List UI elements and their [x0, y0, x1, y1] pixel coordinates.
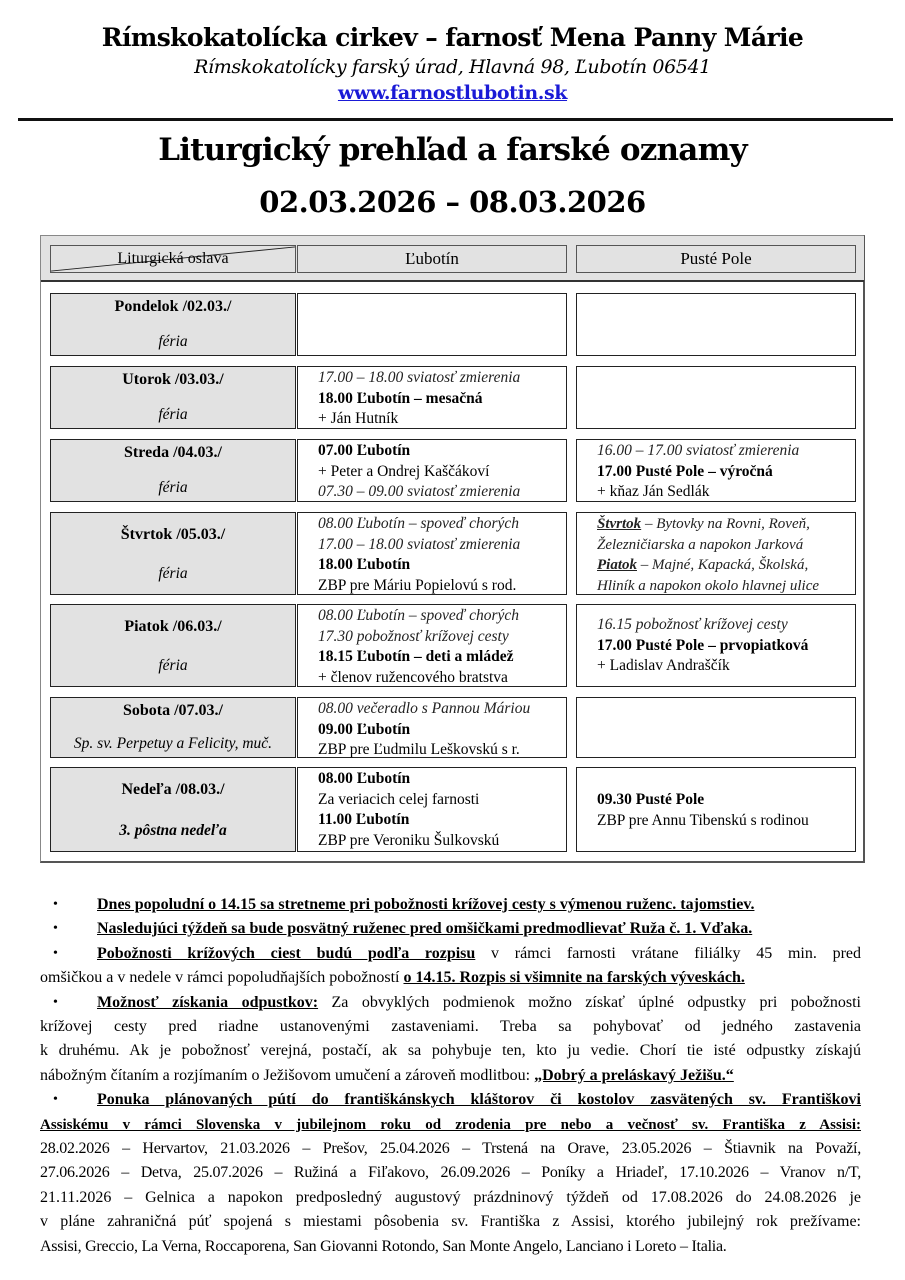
- services-cell-puste-pole: [576, 439, 856, 502]
- body-text: 27.06.2026 – Detva, 25.07.2026 – Ružiná a Fiľakovo, 26.09.2026 – Poníky a Hriadeľ, 17.10.2026 – Vranov n/T,: [40, 1164, 861, 1182]
- day-cell: [50, 697, 296, 758]
- service-line: ZBP pre Máriu Popielovú s rod.: [318, 576, 517, 594]
- service-line: 11.00 Ľubotín: [318, 811, 410, 828]
- column-header-liturgical-celebration: Liturgická oslava: [50, 245, 296, 273]
- day-label: Piatok: [597, 557, 637, 573]
- service-line: 17.00 Pusté Pole – výročná: [597, 462, 773, 480]
- day-name: Pondelok /02.03./: [114, 298, 232, 315]
- service-line: [597, 555, 853, 576]
- announcement-item: [53, 893, 861, 917]
- service-line: 18.15 Ľubotín – deti a mládež: [318, 648, 514, 665]
- service-lines: [318, 441, 564, 503]
- day-cell: [50, 366, 296, 429]
- announcement-line: [53, 991, 861, 1015]
- bullet-icon: •: [53, 921, 58, 937]
- service-line: + Peter a Ondrej Kaščákoví: [318, 462, 490, 480]
- date-range: 02.03.2026 – 08.03.2026: [259, 185, 646, 219]
- liturgical-feast: féria: [158, 405, 188, 423]
- emphasis-text: o 14.15. Rozpis si všimnite na farských výveskách.: [403, 969, 745, 987]
- announcement-line: [40, 1113, 861, 1137]
- emphasis-text: Dnes popoludní o 14.15 sa stretneme pri pobožnosti krížovej cesty s výmenou ruženc. tajomstiev.: [97, 896, 755, 913]
- service-line: ZBP pre Veroniku Šulkovskú: [318, 831, 500, 849]
- announcement-line: [40, 1210, 861, 1234]
- services-cell-puste-pole: [576, 767, 856, 852]
- liturgical-schedule-table: [40, 235, 865, 863]
- announcement-line: [40, 966, 861, 990]
- day-cell: [50, 767, 296, 852]
- emphasis-text: Assiskému v rámci Slovenska v jubilejnom roku od zrodenia pre nebo a večnosť sv. Františka z Assisi:: [40, 1116, 861, 1133]
- service-line: 08.00 večeradlo s Pannou Máriou: [318, 700, 531, 717]
- announcement-line: [40, 1137, 861, 1161]
- day-name: Utorok /03.03./: [122, 371, 224, 388]
- announcement-item: [40, 991, 861, 1089]
- services-cell-puste-pole: [576, 366, 856, 429]
- day-cell: [50, 439, 296, 502]
- service-lines: [318, 514, 564, 596]
- body-text: nábožným čítaním a rozjímaním o Ježišovom umučení a zároveň modlitbou:: [40, 1066, 535, 1084]
- service-line: 07.00 Ľubotín: [318, 442, 411, 459]
- services-cell-lubotin: [297, 697, 567, 758]
- announcements-list: [40, 893, 861, 1259]
- body-text: 28.02.2026 – Hervartov, 21.03.2026 – Prešov, 25.04.2026 – Trstená na Orave, 23.05.2026 – Štiavnik na Považí,: [40, 1140, 861, 1158]
- day-cell: [50, 293, 296, 356]
- service-line: 16.15 pobožnosť krížovej cesty: [597, 616, 788, 633]
- service-lines: [597, 615, 853, 677]
- liturgical-feast: féria: [158, 656, 188, 674]
- liturgical-feast: féria: [158, 478, 188, 496]
- service-line: Hliník a napokon okolo hlavnej ulice: [597, 577, 820, 594]
- services-cell-puste-pole: [576, 293, 856, 356]
- liturgical-feast: 3. pôstna nedeľa: [119, 821, 227, 839]
- announcement-item: [40, 1088, 861, 1259]
- services-cell-lubotin: [297, 439, 567, 502]
- services-cell-lubotin: [297, 512, 567, 595]
- day-label: Štvrtok: [597, 516, 642, 532]
- body-text: v pláne zahraničná púť spojená s miestami pôsobenia sv. Františka z Assisi, ktorého jubilejný rok prežívame:: [40, 1213, 861, 1231]
- column-header-lubotin: Ľubotín: [297, 245, 567, 273]
- service-line: 17.00 – 18.00 sviatosť zmierenia: [318, 535, 521, 553]
- service-lines: [597, 790, 853, 831]
- announcement-line: [53, 1088, 861, 1112]
- service-line: 07.30 – 09.00 sviatosť zmierenia: [318, 483, 521, 500]
- announcement-item: [53, 917, 861, 941]
- table-header-row: [41, 236, 864, 282]
- day-name: Sobota /07.03./: [122, 702, 223, 719]
- liturgical-feast: Sp. sv. Perpetuy a Felicity, muč.: [73, 734, 273, 752]
- service-lines: [597, 514, 853, 596]
- header-divider: [18, 118, 893, 121]
- service-line: + členov ružencového bratstva: [318, 668, 508, 686]
- service-line: 17.00 Pusté Pole – prvopiatková: [597, 636, 809, 654]
- announcement-line: [40, 1039, 861, 1063]
- day-name: Piatok /06.03./: [124, 618, 222, 635]
- service-lines: [318, 699, 564, 761]
- services-cell-lubotin: [297, 366, 567, 429]
- service-line: ZBP pre Ľudmilu Leškovskú s r.: [318, 741, 520, 758]
- services-cell-lubotin: [297, 293, 567, 356]
- service-line: 08.00 Ľubotín – spoveď chorých: [318, 607, 520, 624]
- service-line: 08.00 Ľubotín – spoveď chorých: [318, 515, 520, 532]
- bullet-icon: •: [53, 945, 58, 961]
- services-cell-lubotin: [297, 604, 567, 687]
- body-text: v rámci farnosti vrátane filiálky 45 min. pred: [475, 944, 861, 962]
- body-text: Assisi, Greccio, La Verna, Roccaporena, San Giovanni Rotondo, San Monte Angelo, Lanciano i Loreto – Italia.: [40, 1237, 727, 1255]
- announcement-line: [53, 942, 861, 966]
- body-text: 21.11.2026 – Gelnica a napokon predposledný augustový prázdninový týždeň od 17.08.2026 do 24.08.2026 je: [40, 1188, 861, 1206]
- service-line: 16.00 – 17.00 sviatosť zmierenia: [597, 442, 800, 459]
- service-line: 18.00 Ľubotín – mesačná: [318, 389, 483, 407]
- body-text: Za obvyklých podmienok možno získať úplné odpustky pri pobožnosti: [318, 993, 861, 1011]
- announcement-line: [40, 1015, 861, 1039]
- service-lines: [318, 606, 564, 688]
- service-line: ZBP pre Annu Tibenskú s rodinou: [597, 811, 809, 829]
- service-line: 17.30 pobožnosť krížovej cesty: [318, 627, 509, 645]
- service-line: Za veriacich celej farnosti: [318, 790, 480, 808]
- parish-name: Rímskokatolícka cirkev – farnosť Mena Panny Márie: [101, 23, 804, 52]
- announcement-line: [40, 1186, 861, 1210]
- document-header: [0, 22, 905, 106]
- page-title: Liturgický prehľad a farské oznamy: [158, 132, 747, 168]
- service-line: 17.00 – 18.00 sviatosť zmierenia: [318, 369, 521, 386]
- announcement-line: [40, 1235, 861, 1259]
- service-lines: [597, 441, 853, 503]
- emphasis-text: „Dobrý a preláskavý Ježišu.“: [534, 1066, 734, 1084]
- liturgical-feast: féria: [158, 332, 188, 350]
- announcement-line: [40, 1161, 861, 1185]
- body-text: omšičkou a v nedele v rámci popoludňajších pobožností: [40, 969, 404, 987]
- emphasis-text: Možnosť získania odpustkov:: [97, 993, 319, 1011]
- body-text: krížovej cesty pred riadne ustanovenými zastaveniami. Treba sa pohybovať od jedného zastavenia: [40, 1018, 861, 1036]
- day-name: Štvrtok /05.03./: [120, 526, 226, 543]
- service-line: + Ladislav Andraščík: [597, 657, 730, 674]
- announcement-line: [40, 1064, 861, 1088]
- service-text: – Bytovky na Rovni, Roveň,: [641, 516, 810, 532]
- bullet-icon: •: [53, 897, 58, 912]
- service-line: 09.30 Pusté Pole: [597, 791, 705, 808]
- website-link[interactable]: www.farnostlubotin.sk: [337, 82, 568, 104]
- emphasis-text: Nasledujúci týždeň sa bude posvätný ruženec pred omšičkami predmodlievať Ruža č. 1. Vďaka.: [97, 920, 753, 938]
- service-line: 08.00 Ľubotín: [318, 770, 411, 787]
- emphasis-text: Pobožnosti krížových ciest budú podľa rozpisu: [97, 944, 476, 962]
- services-cell-puste-pole: [576, 604, 856, 687]
- body-text: k druhému. Ak je pobožnosť verejná, postačí, ak sa pohybuje ten, kto ju vedie. Chorí tie isté odpustky získajú: [40, 1042, 861, 1060]
- column-header-puste-pole: Pusté Pole: [576, 245, 856, 273]
- bullet-icon: •: [53, 994, 58, 1010]
- services-cell-lubotin: [297, 767, 567, 852]
- parish-office-address: Rímskokatolícky farský úrad, Hlavná 98, Ľubotín 06541: [194, 56, 711, 78]
- announcement-line: [53, 917, 861, 941]
- service-line: Železničiarska a napokon Jarková: [597, 536, 804, 553]
- bullet-icon: •: [53, 1092, 58, 1108]
- liturgical-feast: féria: [158, 564, 188, 582]
- service-text: – Majné, Kapacká, Školská,: [637, 557, 809, 573]
- day-name: Nedeľa /08.03./: [121, 781, 225, 798]
- services-cell-puste-pole: [576, 512, 856, 595]
- day-cell: [50, 604, 296, 687]
- service-lines: [318, 368, 564, 430]
- emphasis-text: Ponuka plánovaných pútí do františkánskych kláštorov či kostolov zasvätených sv. Františkovi: [97, 1091, 861, 1109]
- services-cell-puste-pole: [576, 697, 856, 758]
- service-lines: [318, 769, 564, 851]
- service-line: 09.00 Ľubotín: [318, 720, 411, 738]
- announcement-item: [40, 942, 861, 991]
- service-line: + Ján Hutník: [318, 410, 399, 427]
- day-name: Streda /04.03./: [124, 444, 222, 461]
- service-line: + kňaz Ján Sedlák: [597, 483, 710, 500]
- service-line: 18.00 Ľubotín: [318, 556, 411, 573]
- service-line: [597, 514, 853, 535]
- day-cell: [50, 512, 296, 595]
- announcement-line: [53, 893, 861, 917]
